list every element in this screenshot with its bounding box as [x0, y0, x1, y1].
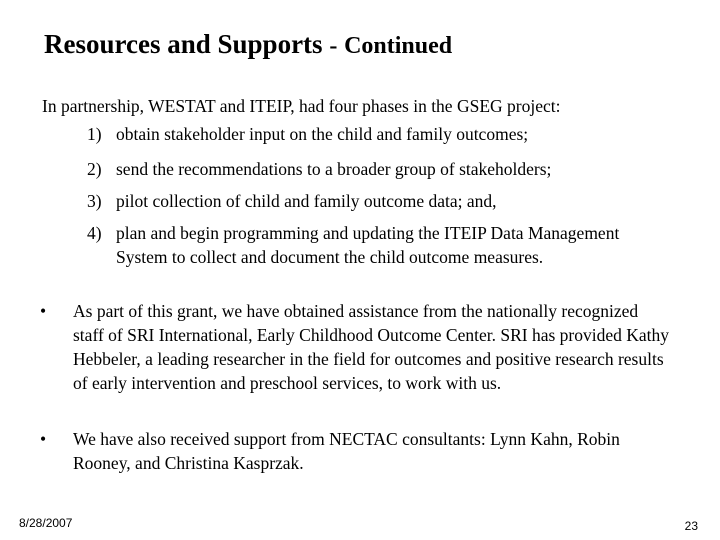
bullet-item — [40, 427, 660, 475]
phase-text: send the recommendations to a broader group of stakeholders; — [116, 159, 552, 179]
title-suffix: Continued — [344, 33, 453, 59]
bullet-marker: • — [40, 301, 47, 321]
bullet-text: We have also received support from NECTAC consultants: Lynn Kahn, Robin Rooney, and Christina Kasprzak. — [73, 429, 620, 473]
phase-item — [87, 189, 667, 213]
phase-number: 3) — [87, 191, 102, 211]
phase-number: 4) — [87, 223, 102, 243]
page-number: 23 — [684, 519, 698, 533]
phase-text: pilot collection of child and family outcome data; and, — [116, 191, 497, 211]
footer-date: 8/28/2007 — [19, 516, 73, 530]
bullet-marker: • — [40, 429, 47, 449]
phase-number: 2) — [87, 159, 102, 179]
phase-number: 1) — [87, 124, 102, 144]
phase-item — [87, 221, 647, 269]
phase-item — [87, 157, 667, 181]
title-main: Resources and Supports — [44, 29, 323, 59]
intro-text: In partnership, WESTAT and ITEIP, had four phases in the GSEG project: — [42, 96, 561, 116]
phase-text: plan and begin programming and updating the ITEIP Data Management System to collect and document the child outcome measures. — [116, 223, 620, 267]
slide-title — [44, 28, 452, 61]
phase-text: obtain stakeholder input on the child and family outcomes; — [116, 124, 529, 144]
bullet-item — [40, 299, 670, 395]
bullet-text: As part of this grant, we have obtained assistance from the nationally recognized staff of SRI International, Early Childhood Outcome Center. SRI has provided Kathy Hebbeler, a leading researcher in the field for outcomes and positive research results of early intervention and preschool services, to work with us. — [73, 301, 670, 393]
phase-item — [87, 122, 667, 146]
title-separator: - — [329, 33, 338, 59]
